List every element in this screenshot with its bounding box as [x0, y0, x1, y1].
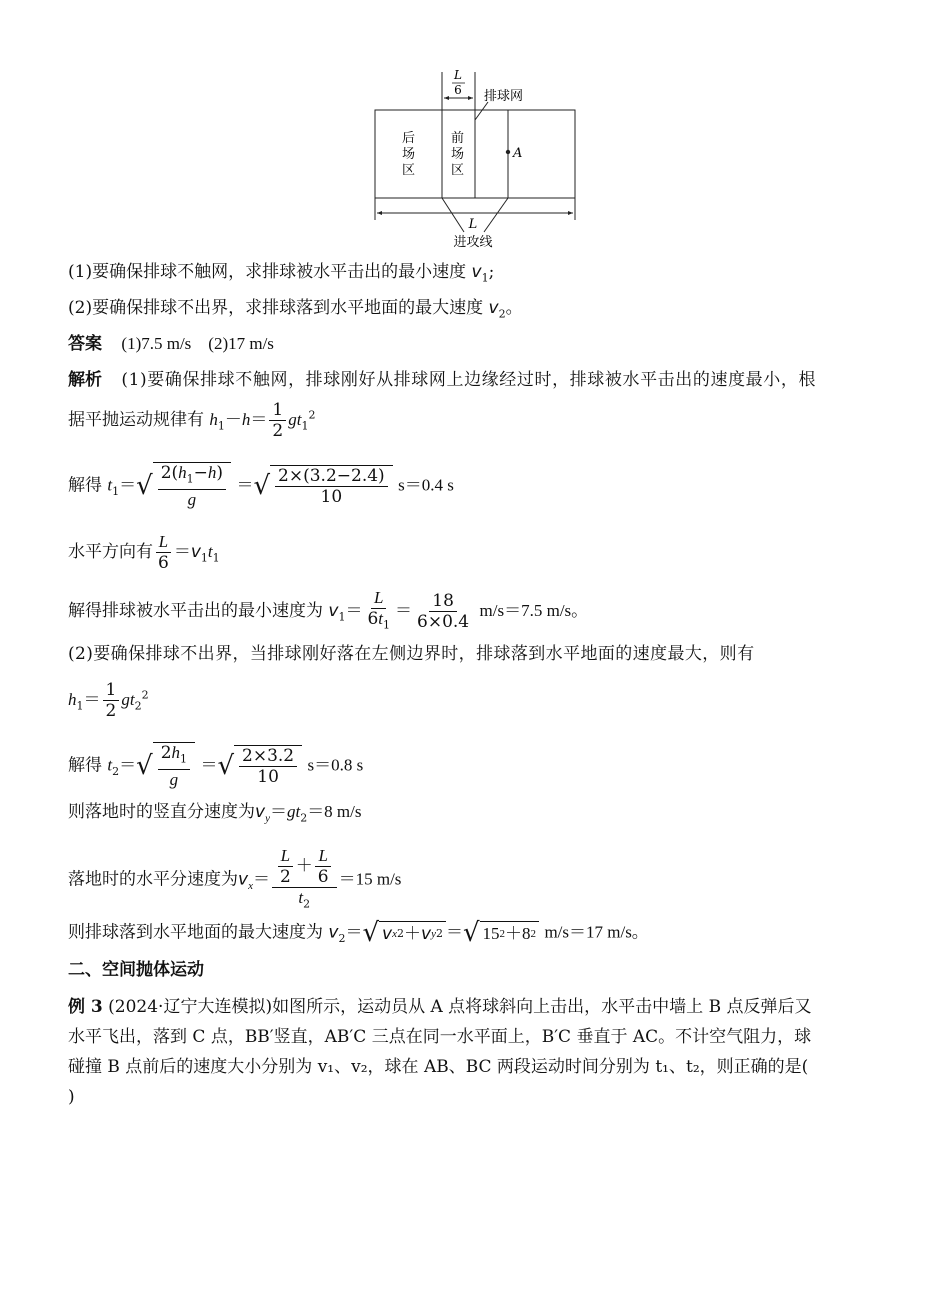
analysis-p1b: 据平抛运动规律有 $h_1-h=$ $\frac{1}{2}$ $gt_1^2$ — [68, 400, 316, 441]
example-3 — [68, 992, 883, 1112]
attack-line-label: 进攻线 — [453, 235, 493, 250]
answer-label: 答案 — [68, 334, 102, 354]
front-zone-label-1: 前 — [451, 131, 465, 146]
front-zone-label-2: 场 — [451, 147, 465, 162]
analysis-p2: (2)要确保排球不出界，当排球刚好落在左侧边界时，排球落到水平地面的速度最大，则有 — [68, 644, 755, 664]
vmax-line: 则排球落到水平地面的最大速度为 $v_2=$ √ v x 2 ＋ v y 2 ＝ √ 15 2 ＋8 2 m/s＝17 m/s。 — [68, 918, 649, 948]
analysis-p1: 解析 (1)要确保排球不触网，排球刚好从排球网上边缘经过时，排球被水平击出的速度最小，根 — [68, 370, 817, 390]
net-label: 排球网 — [484, 89, 524, 104]
top-label-num: L — [454, 68, 462, 82]
front-zone-label-3: 区 — [451, 163, 465, 178]
question-2: (2)要确保排球不出界，求排球落到水平地面的最大速度 $v_2$。 — [68, 298, 523, 321]
question-1: (1)要确保排球不触网，求排球被水平击出的最小速度 $v_1$; — [68, 262, 495, 285]
point-a — [506, 150, 510, 154]
example-line-1: 例 3 (2024·辽宁大连模拟)如图所示，运动员从 A 点将球斜向上击出，水平击中墙上 B 点反弹后又 — [68, 997, 812, 1017]
analysis-label: 解析 — [68, 370, 102, 390]
point-a-label: A — [513, 146, 523, 161]
back-zone-label-2: 场 — [402, 147, 416, 162]
back-zone-label-3: 区 — [402, 163, 416, 178]
section-title: 二、空间抛体运动 — [68, 960, 204, 980]
volleyball-court-diagram — [360, 62, 590, 252]
h1-eq: $h_1=$ $\frac{1}{2}$ $gt_2^2$ — [68, 680, 149, 721]
vx-line: 落地时的水平分速度为$v_x=$ $\frac{L}{2}$ ＋ $\frac{L}{6}$ $t_2$ ＝15 m/s — [68, 846, 402, 911]
example-line-2: 水平飞出，落到 C 点，BB′竖直，AB′C 三点在同一水平面上，B′C 垂直于 AC。不计空气阻力，球 — [68, 1027, 812, 1047]
back-zone-label-1: 后 — [402, 131, 416, 146]
example-line-4: ) — [68, 1087, 75, 1107]
horizontal-eq: 水平方向有 $\frac{L}{6}$ $=v_1t_1$ — [68, 532, 220, 573]
example-line-3: 碰撞 B 点前后的速度大小分别为 v₁、v₂，球在 AB、BC 两段运动时间分别为 t₁、t₂，则正确的是( — [68, 1057, 809, 1077]
top-label-den: 6 — [454, 83, 462, 97]
solve-t2: 解得 $t_2=$ √ $\frac{2h_1}{g}$ ＝ √ $\frac{2\times 3.2}{10}$ s＝0.8 s — [68, 743, 364, 790]
vy-line: 则落地时的竖直分速度为$v_y=gt_2=8$ m/s — [68, 802, 362, 825]
solve-t1: 解得 $t_1=$ √ $\frac{2(h_1-h)}{g}$ ＝ √ $\frac{2\times(3.2-2.4)}{10}$ s＝0.4 s — [68, 463, 454, 510]
min-speed: 解得排球被水平击出的最小速度为 $v_1=$ $\frac{L}{6t_1}$ ＝ $\frac{18}{6\times 0.4}$ m/s＝7.5 m/s。 — [68, 588, 589, 633]
bottom-label: L — [468, 217, 478, 232]
answer-line: 答案 (1)7.5 m/s (2)17 m/s — [68, 334, 274, 354]
